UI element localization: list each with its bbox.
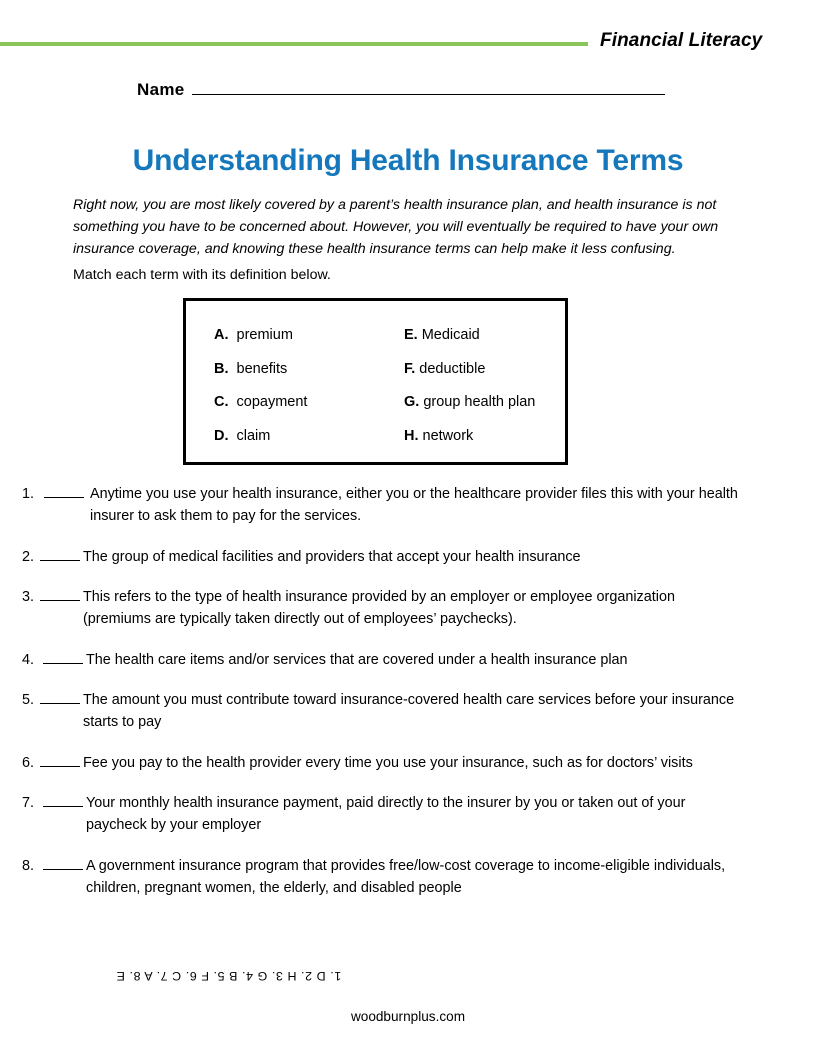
name-input-blank[interactable] [192, 80, 665, 95]
question-item [0, 752, 816, 774]
subject-title: Financial Literacy [600, 30, 763, 51]
question-item [0, 855, 816, 900]
question-item [0, 649, 816, 671]
term-bank-grid [186, 319, 565, 454]
term-item [214, 420, 404, 454]
question-number: 8. [21, 857, 34, 874]
question-text: The amount you must contribute toward insurance-covered health care services before your insurance starts to pay [83, 691, 735, 731]
answer-blank[interactable] [43, 793, 83, 807]
question-item [0, 586, 816, 631]
term-letter: C. [214, 394, 229, 411]
question-item [0, 483, 816, 528]
term-item [404, 386, 599, 420]
term-label: copayment [236, 394, 308, 411]
term-label: premium [236, 327, 293, 343]
answer-blank[interactable] [40, 690, 80, 704]
question-number: 2. [21, 548, 34, 565]
term-letter: B. [214, 360, 229, 377]
question-text: The health care items and/or services that are covered under a health insurance plan [86, 651, 628, 668]
question-text: Anytime you use your health insurance, either you or the healthcare provider files this with your health insurer to ask them to pay for the services. [90, 486, 738, 525]
answer-blank[interactable] [40, 587, 80, 601]
term-label: Medicaid [421, 327, 480, 343]
term-item [404, 319, 599, 353]
question-number: 3. [21, 588, 34, 605]
term-item [214, 386, 404, 420]
term-label: deductible [419, 360, 486, 377]
term-letter: A. [214, 327, 229, 343]
term-label: benefits [236, 360, 288, 377]
question-text: Your monthly health insurance payment, paid directly to the insurer by you or taken out of your paycheck by your employer [86, 794, 686, 834]
term-item [404, 353, 599, 387]
instruction-text: Match each term with its definition below. [73, 267, 331, 283]
question-text: The group of medical facilities and providers that accept your health insurance [83, 548, 581, 565]
term-item [214, 353, 404, 387]
question-text: A government insurance program that provides free/low-cost coverage to income-eligible individuals, children, pregnant women, the elderly, and disabled people [86, 857, 726, 896]
question-number: 6. [21, 754, 34, 771]
intro-paragraph: Right now, you are most likely covered by a parent’s health insurance plan, and health insurance is not something you have to be concerned about. However, you will eventually be required to have your own insurance coverage, and knowing these health insurance terms can help make it less confusing. [73, 197, 719, 258]
answer-blank[interactable] [43, 650, 83, 664]
term-label: claim [236, 427, 271, 444]
answer-blank[interactable] [40, 753, 80, 767]
term-letter: G. [404, 394, 420, 411]
answer-blank[interactable] [40, 547, 80, 561]
term-label: group health plan [423, 394, 536, 411]
answer-key-inverted: 1. D 2. H 3. G 4. B 5. F 6. C 7. A 8. E [116, 969, 342, 983]
term-item [214, 319, 404, 353]
term-letter: F. [404, 360, 416, 377]
question-item [0, 689, 816, 734]
term-bank-box [183, 298, 568, 465]
question-number: 5. [21, 691, 34, 708]
question-number: 7. [21, 794, 34, 811]
question-number: 4. [21, 651, 34, 668]
name-field [137, 80, 665, 100]
term-letter: H. [404, 427, 419, 444]
question-item [0, 546, 816, 568]
term-letter: D. [214, 427, 229, 444]
page-title: Understanding Health Insurance Terms [132, 144, 684, 177]
term-item [404, 420, 599, 454]
footer-website: woodburnplus.com [350, 1009, 466, 1024]
answer-blank[interactable] [44, 484, 84, 498]
answer-blank[interactable] [43, 856, 83, 870]
name-label: Name [137, 80, 185, 99]
question-item [0, 792, 816, 837]
question-text: Fee you pay to the health provider every time you use your insurance, such as for doctors’ visits [83, 754, 693, 771]
term-label: network [422, 427, 474, 444]
header-rule-green [0, 42, 588, 46]
question-number: 1. [21, 486, 34, 502]
page-header [0, 30, 816, 66]
questions-list [0, 483, 816, 917]
term-letter: E. [404, 327, 418, 343]
question-text: This refers to the type of health insurance provided by an employer or employee organization (premiums are typically taken directly out of employees’ paychecks). [83, 588, 675, 628]
